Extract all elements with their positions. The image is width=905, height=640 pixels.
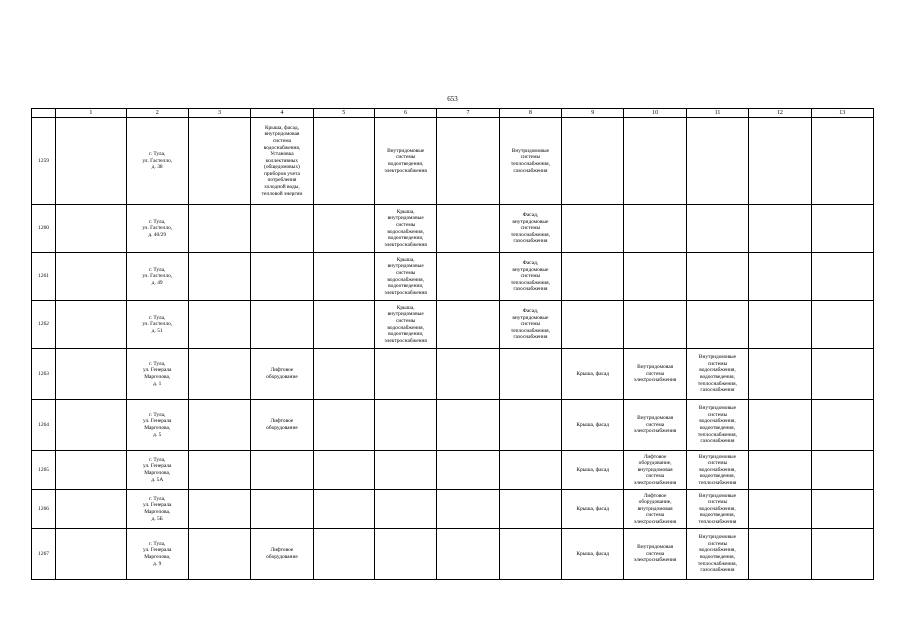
cell-address	[126, 301, 188, 349]
cell-text: Внутридомовая система электроснабжения	[633, 415, 677, 435]
cell-c6	[374, 253, 436, 301]
cell-c11	[686, 400, 748, 451]
cell-c10	[624, 451, 686, 490]
cell-empty	[437, 400, 499, 451]
cell-c11	[686, 490, 748, 529]
cell-empty	[188, 118, 250, 205]
cell-text: Крыша, фасад	[576, 505, 610, 512]
header-cell: 1	[56, 109, 126, 118]
cell-empty	[811, 301, 874, 349]
cell-empty	[811, 118, 874, 205]
cell-c9	[562, 205, 624, 253]
cell-c8	[499, 529, 561, 580]
cell-text: Внутридомовые системы водоснабжения, водоотведения, теплоснабжения, газоснабжения	[697, 534, 737, 574]
header-cell: 9	[562, 109, 624, 118]
cell-text: Фасад, внутридомовые системы теплоснабжения, газоснабжения	[510, 308, 550, 341]
cell-empty	[749, 118, 811, 205]
cell-empty	[313, 205, 374, 253]
cell-c11	[686, 349, 748, 400]
cell-c9	[562, 490, 624, 529]
cell-c4	[251, 529, 313, 580]
cell-c8	[499, 349, 561, 400]
cell-address	[126, 490, 188, 529]
table-row	[32, 451, 874, 490]
cell-empty	[749, 301, 811, 349]
cell-text: Лифтовое оборудование, внутридомовая система электроснабжения	[633, 492, 677, 525]
cell-c6	[374, 451, 436, 490]
cell-text: Внутридомовые системы водоснабжения, водоотведения, теплоснабжения	[698, 492, 737, 525]
header-cell: 4	[251, 109, 313, 118]
cell-text: г. Тула, ул. Гастелло, д. 40/29	[142, 218, 173, 238]
register-table	[31, 108, 874, 580]
cell-text: Внутридомовые системы водоснабжения, водоотведения, теплоснабжения	[698, 453, 737, 486]
table-row	[32, 301, 874, 349]
header-cell: 3	[188, 109, 250, 118]
cell-empty	[188, 529, 250, 580]
header-cell: 12	[749, 109, 811, 118]
cell-text: Внутридомовые системы водоотведения, электроснабжения	[384, 147, 427, 174]
table-row	[32, 118, 874, 205]
cell-c8	[499, 253, 561, 301]
cell-empty	[188, 490, 250, 529]
cell-text: г. Тула, ул. Генерала Маргелова, д. 5А	[143, 456, 172, 483]
cell-text: Крыша, фасад	[576, 421, 610, 428]
row-number: 1260	[32, 205, 56, 253]
cell-empty	[811, 253, 874, 301]
page-number: 653	[447, 95, 458, 103]
cell-c6	[374, 490, 436, 529]
header-cell: 5	[313, 109, 374, 118]
row-number: 1265	[32, 451, 56, 490]
cell-empty	[811, 205, 874, 253]
cell-address	[126, 451, 188, 490]
cell-empty	[313, 490, 374, 529]
cell-c10	[624, 205, 686, 253]
cell-c4	[251, 349, 313, 400]
cell-c4	[251, 205, 313, 253]
cell-empty	[437, 529, 499, 580]
cell-c6	[374, 301, 436, 349]
cell-c6	[374, 529, 436, 580]
cell-c10	[624, 400, 686, 451]
cell-empty	[56, 118, 126, 205]
cell-c10	[624, 301, 686, 349]
table-row	[32, 490, 874, 529]
cell-empty	[56, 400, 126, 451]
row-number: 1264	[32, 400, 56, 451]
cell-c9	[562, 118, 624, 205]
cell-c8	[499, 301, 561, 349]
cell-text: Внутридомовые системы водоснабжения, водоотведения, теплоснабжения, газоснабжения	[697, 354, 737, 394]
cell-empty	[749, 205, 811, 253]
cell-empty	[188, 301, 250, 349]
table-row	[32, 400, 874, 451]
cell-empty	[188, 349, 250, 400]
cell-c9	[562, 253, 624, 301]
cell-empty	[56, 529, 126, 580]
cell-c4	[251, 118, 313, 205]
cell-c10	[624, 490, 686, 529]
cell-empty	[56, 490, 126, 529]
cell-c10	[624, 529, 686, 580]
cell-c10	[624, 253, 686, 301]
cell-c8	[499, 490, 561, 529]
cell-text: Крыша, фасад	[576, 466, 610, 473]
header-cell: 13	[811, 109, 874, 118]
cell-c11	[686, 529, 748, 580]
row-number: 1261	[32, 253, 56, 301]
cell-empty	[437, 301, 499, 349]
cell-empty	[313, 400, 374, 451]
cell-empty	[188, 451, 250, 490]
cell-empty	[56, 301, 126, 349]
header-cell: 10	[624, 109, 686, 118]
cell-c8	[499, 451, 561, 490]
cell-text: Фасад, внутридомовые системы теплоснабжения, газоснабжения	[510, 260, 550, 293]
cell-empty	[437, 349, 499, 400]
cell-empty	[313, 118, 374, 205]
cell-empty	[811, 349, 874, 400]
cell-c6	[374, 400, 436, 451]
row-number: 1262	[32, 301, 56, 349]
cell-empty	[749, 451, 811, 490]
table-row	[32, 349, 874, 400]
cell-c11	[686, 451, 748, 490]
cell-c9	[562, 301, 624, 349]
cell-c8	[499, 400, 561, 451]
cell-text: Лифтовое оборудование	[266, 418, 298, 431]
cell-empty	[437, 490, 499, 529]
cell-c11	[686, 301, 748, 349]
header-cell: 11	[686, 109, 748, 118]
cell-text: Крыша, внутридомовые системы водоснабжения, водоотведения, электроснабжения	[384, 304, 427, 344]
cell-empty	[749, 349, 811, 400]
cell-c4	[251, 400, 313, 451]
cell-text: Внутридомовые системы водоснабжения, водоотведения, теплоснабжения, газоснабжения	[697, 405, 737, 445]
cell-text: г. Тула, ул. Генерала Маргелова, д. 1	[143, 360, 172, 387]
cell-text: Внутридомовые системы теплоснабжения, газоснабжения	[510, 147, 550, 174]
cell-empty	[749, 490, 811, 529]
cell-address	[126, 349, 188, 400]
cell-c9	[562, 400, 624, 451]
cell-empty	[313, 529, 374, 580]
cell-text: г. Тула, ул. Генерала Маргелова, д. 5Б	[143, 495, 172, 522]
header-cell: 8	[499, 109, 561, 118]
cell-c6	[374, 349, 436, 400]
cell-c4	[251, 451, 313, 490]
cell-c8	[499, 118, 561, 205]
cell-empty	[188, 253, 250, 301]
cell-text: г. Тула, ул. Гастелло, д. 38	[142, 151, 173, 171]
header-cell: 2	[126, 109, 188, 118]
table-body	[32, 109, 874, 580]
cell-empty	[811, 400, 874, 451]
cell-c9	[562, 529, 624, 580]
cell-c9	[562, 349, 624, 400]
cell-c6	[374, 118, 436, 205]
cell-empty	[56, 253, 126, 301]
cell-empty	[811, 490, 874, 529]
cell-address	[126, 118, 188, 205]
cell-text: Крыша, внутридомовые системы водоснабжения, водоотведения, электроснабжения	[384, 208, 427, 248]
cell-empty	[437, 253, 499, 301]
cell-text: Крыша, фасад, внутридомовая система водоснабжения, Установка коллективных (общедомовых) приборов учета потребления холодной воды, тепловой энергии	[261, 124, 303, 197]
table-row	[32, 529, 874, 580]
cell-c8	[499, 205, 561, 253]
cell-c11	[686, 205, 748, 253]
cell-c10	[624, 118, 686, 205]
row-number: 1267	[32, 529, 56, 580]
row-number: 1266	[32, 490, 56, 529]
header-cell: 6	[374, 109, 436, 118]
cell-empty	[188, 400, 250, 451]
cell-text: Фасад, внутридомовые системы теплоснабжения, газоснабжения	[510, 212, 550, 245]
cell-c10	[624, 349, 686, 400]
cell-c4	[251, 301, 313, 349]
cell-empty	[811, 529, 874, 580]
cell-empty	[188, 205, 250, 253]
cell-address	[126, 400, 188, 451]
row-number: 1263	[32, 349, 56, 400]
cell-empty	[437, 118, 499, 205]
row-number: 1259	[32, 118, 56, 205]
cell-c4	[251, 490, 313, 529]
cell-text: Внутридомовая система электроснабжения	[633, 544, 677, 564]
header-row	[32, 109, 874, 118]
cell-text: Крыша, фасад	[576, 550, 610, 557]
cell-empty	[811, 451, 874, 490]
cell-empty	[313, 451, 374, 490]
cell-text: Крыша, внутридомовые системы водоснабжения, водоотведения, электроснабжения	[384, 256, 427, 296]
cell-empty	[313, 349, 374, 400]
cell-text: Лифтовое оборудование, внутридомовая система электроснабжения	[633, 453, 677, 486]
cell-empty	[437, 205, 499, 253]
cell-empty	[313, 301, 374, 349]
cell-text: Крыша, фасад	[576, 370, 610, 377]
cell-text: г. Тула, ул. Генерала Маргелова, д. 9	[143, 540, 172, 567]
cell-c9	[562, 451, 624, 490]
cell-c11	[686, 253, 748, 301]
cell-address	[126, 205, 188, 253]
cell-text: Лифтовое оборудование	[266, 547, 298, 560]
cell-text: Внутридомовая система электроснабжения	[633, 364, 677, 384]
cell-empty	[749, 253, 811, 301]
cell-address	[126, 253, 188, 301]
cell-text: г. Тула, ул. Гастелло, д. 51	[142, 314, 173, 334]
table-row	[32, 253, 874, 301]
cell-text: Лифтовое оборудование	[266, 367, 298, 380]
cell-c11	[686, 118, 748, 205]
cell-empty	[56, 205, 126, 253]
cell-address	[126, 529, 188, 580]
cell-empty	[56, 349, 126, 400]
cell-empty	[437, 451, 499, 490]
cell-text: г. Тула, ул. Генерала Маргелова, д. 5	[143, 411, 172, 438]
cell-c4	[251, 253, 313, 301]
header-cell-index	[32, 109, 56, 118]
header-cell: 7	[437, 109, 499, 118]
cell-empty	[56, 451, 126, 490]
cell-empty	[313, 253, 374, 301]
cell-empty	[749, 400, 811, 451]
table-row	[32, 205, 874, 253]
cell-text: г. Тула, ул. Гастелло, д. 49	[142, 266, 173, 286]
cell-empty	[749, 529, 811, 580]
cell-c6	[374, 205, 436, 253]
